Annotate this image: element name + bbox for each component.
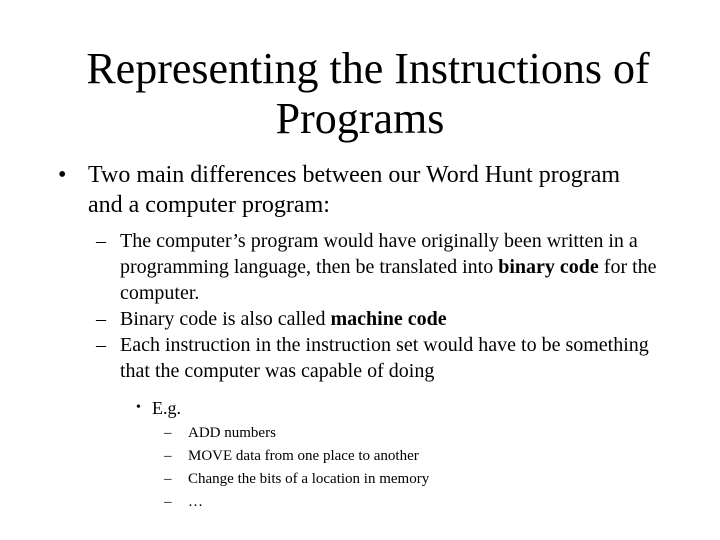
example-list-item: [164, 491, 524, 514]
example-bullet-item: [136, 396, 181, 420]
dash-icon: –: [96, 334, 106, 356]
bullet-item-main: [58, 160, 658, 220]
example-list-item: [164, 445, 524, 468]
sub-bullet-item: [96, 228, 676, 306]
example-list-item: [164, 468, 524, 491]
bullet-icon: •: [58, 162, 67, 188]
bold-term: binary code: [498, 256, 599, 278]
dash-icon: –: [96, 230, 106, 252]
example-list: [164, 422, 524, 514]
dash-icon: –: [164, 471, 172, 487]
example-list-item: [164, 422, 524, 445]
text-run: The computer’s program would have originally been written in a programming language, then be translated into: [120, 230, 638, 278]
slide-title-line-2: Programs: [275, 94, 445, 143]
dash-icon: –: [96, 308, 106, 330]
example-text: MOVE data from one place to another: [188, 448, 419, 464]
slide-title: [36, 44, 684, 144]
sub-bullet-item: [96, 332, 676, 384]
example-text: …: [188, 494, 203, 510]
example-text: Change the bits of a location in memory: [188, 471, 430, 487]
example-bullet-text: E.g.: [152, 398, 181, 418]
bullet-icon: •: [136, 400, 141, 415]
dash-icon: –: [164, 448, 172, 464]
slide-title-line-1: Representing the Instructions of: [86, 44, 650, 93]
sub-bullet-text: [120, 332, 676, 384]
text-run: Binary code is also called: [120, 308, 331, 330]
bullet-text: Two main differences between our Word Hunt program and a computer program:: [88, 162, 621, 218]
sub-bullet-text: [120, 228, 676, 306]
sub-bullet-list: [96, 228, 676, 384]
text-run: Each instruction in the instruction set would have to be something that the computer was capable of doing: [120, 334, 649, 382]
sub-bullet-item: [96, 306, 676, 332]
sub-bullet-text: [120, 306, 676, 332]
dash-icon: –: [164, 494, 172, 510]
example-text: ADD numbers: [188, 425, 276, 441]
text-run: for the computer.: [120, 256, 657, 304]
dash-icon: –: [164, 425, 172, 441]
bold-term: machine code: [330, 308, 447, 330]
